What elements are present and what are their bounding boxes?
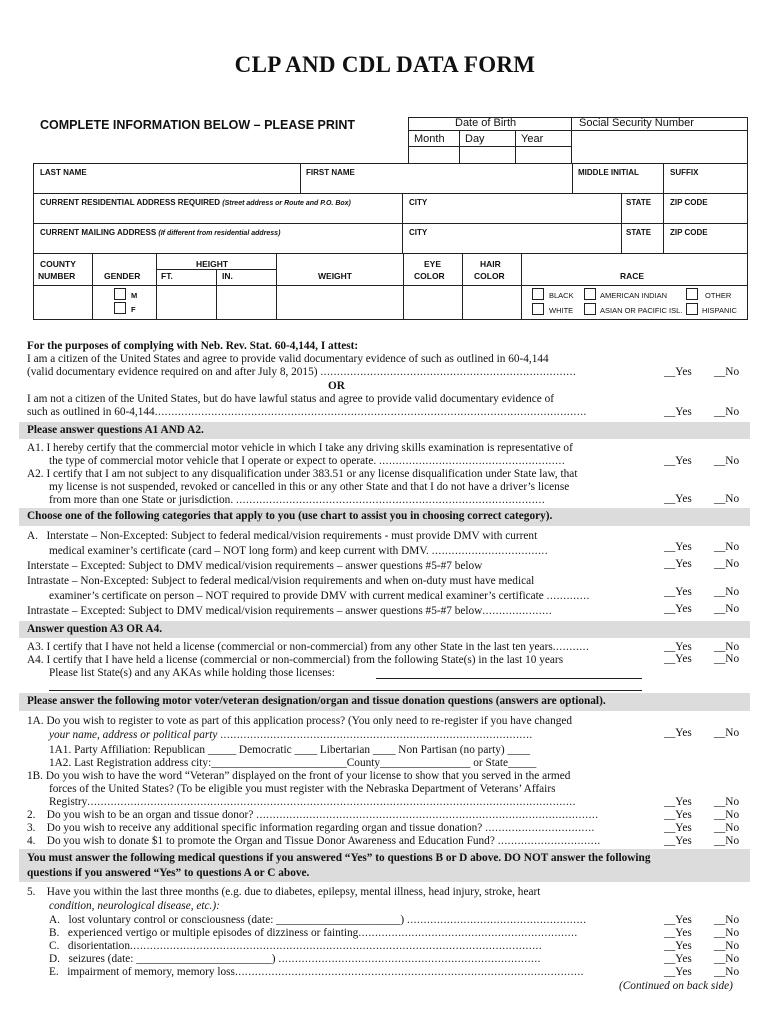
mailing-city-field[interactable] xyxy=(405,238,619,252)
gender-label: GENDER xyxy=(104,271,141,281)
category-c-line2: examiner’s certificate on person – NOT required to provide DMV with current medical examiner’s certificate ............. xyxy=(49,590,590,602)
no-option[interactable]: __No xyxy=(714,914,740,926)
eye-label: EYE xyxy=(424,259,442,269)
noncitizen-statement-line2: such as outlined in 60-4,144.................................................................................................................................. xyxy=(27,406,587,418)
a2-line3: from more than one State or jurisdiction. ............................................................................................. xyxy=(49,494,546,506)
height-ft-label: FT. xyxy=(161,271,173,281)
residential-zip-label: ZIP CODE xyxy=(670,198,708,207)
residential-city-field[interactable] xyxy=(405,208,619,222)
category-c-line1: Intrastate – Non-Excepted: Subject to federal medical/vision requirements and when on-duty must have medical xyxy=(27,575,535,587)
a1-line2: the type of commercial motor vehicle that I operate or expect to operate. ........................................................ xyxy=(49,455,566,467)
q1b-line1: 1B. Do you wish to have the word “Veteran” displayed on the front of your license to show that you served in the armed xyxy=(27,770,571,782)
dob-month-label: Month xyxy=(414,133,445,145)
county-number-field[interactable] xyxy=(36,287,90,317)
q5c: C. disorientation............................................................................................................................ xyxy=(49,940,543,952)
no-option[interactable]: __No xyxy=(714,940,740,952)
no-option[interactable]: __No xyxy=(714,796,740,808)
yes-option[interactable]: __Yes xyxy=(664,455,692,467)
mailing-city-label: CITY xyxy=(409,228,428,237)
eye-color-label: COLOR xyxy=(414,271,445,281)
mailing-zip-field[interactable] xyxy=(666,238,746,252)
residential-address-label: CURRENT RESIDENTIAL ADDRESS REQUIRED (Street address or Route and P.O. Box) xyxy=(40,198,351,207)
height-label: HEIGHT xyxy=(196,259,229,269)
race-white-label: WHITE xyxy=(549,306,574,315)
q2-organ-donor: 2. Do you wish to be an organ and tissue donor? ....................................................................................................... xyxy=(27,809,599,821)
yes-option[interactable]: __Yes xyxy=(664,835,692,847)
attest-heading: For the purposes of complying with Neb. Rev. Stat. 60-4,144, I attest: xyxy=(27,340,359,352)
dob-day-field[interactable] xyxy=(461,148,514,162)
middle-initial-field[interactable] xyxy=(575,178,661,192)
county-label: COUNTY xyxy=(40,259,76,269)
yes-option[interactable]: __Yes xyxy=(664,727,692,739)
residential-state-field[interactable] xyxy=(624,208,662,222)
yes-option[interactable]: __Yes xyxy=(664,586,692,598)
suffix-field[interactable] xyxy=(666,178,746,192)
yes-option[interactable]: __Yes xyxy=(664,796,692,808)
mailing-address-label: CURRENT MAILING ADDRESS (If different from residential address) xyxy=(40,228,281,237)
no-option[interactable]: __No xyxy=(714,455,740,467)
q5a: A. lost voluntary control or consciousness (date: ______________________) ...................................................... xyxy=(49,914,587,926)
no-option[interactable]: __No xyxy=(714,953,740,965)
yes-option[interactable]: __Yes xyxy=(664,603,692,615)
category-a-line1: A. Interstate – Non-Excepted: Subject to federal medical/vision requirements - must provide DMV with current xyxy=(27,530,538,542)
gender-f-label: F xyxy=(131,305,136,314)
height-in-label: IN. xyxy=(222,271,233,281)
q5-line2: condition, neurological disease, etc.): xyxy=(49,900,220,912)
dob-year-label: Year xyxy=(521,133,544,145)
ssn-label: Social Security Number xyxy=(579,117,694,129)
yes-option[interactable]: __Yes xyxy=(664,809,692,821)
yes-option[interactable]: __Yes xyxy=(664,541,692,553)
residential-city-label: CITY xyxy=(409,198,428,207)
eye-color-field[interactable] xyxy=(406,287,460,317)
q5b: B. experienced vertigo or multiple episodes of dizziness or fainting.................................................................. xyxy=(49,927,578,939)
citizen-statement-line2: (valid documentary evidence required on and after July 8, 2015) ............................................................................. xyxy=(27,366,577,378)
citizen-statement-line1: I am a citizen of the United States and agree to provide valid documentary evidence of such as outlined in 60-4,144 xyxy=(27,353,549,365)
a4-line2: Please list State(s) and any AKAs while holding those licenses: xyxy=(49,667,335,679)
mailing-address-field[interactable] xyxy=(36,238,400,252)
no-option[interactable]: __No xyxy=(714,835,740,847)
yes-option[interactable]: __Yes xyxy=(664,966,692,978)
yes-option[interactable]: __Yes xyxy=(664,493,692,505)
attest-or: OR xyxy=(328,380,345,392)
last-name-field[interactable] xyxy=(36,178,298,192)
hair-label: HAIR xyxy=(480,259,501,269)
mailing-state-label: STATE xyxy=(626,228,652,237)
ssn-field[interactable] xyxy=(573,132,746,162)
q1a-line1: 1A. Do you wish to register to vote as part of this application process? (You only need to re-register if you have changed xyxy=(27,715,573,727)
yes-option[interactable]: __Yes xyxy=(664,822,692,834)
a4-line1: A4. I certify that I have held a license (commercial or non-commercial) from the following State(s) in the last 10 years xyxy=(27,654,564,666)
no-option[interactable]: __No xyxy=(714,809,740,821)
race-american-indian-checkbox[interactable] xyxy=(584,288,596,300)
q1a1-party-affiliation: 1A1. Party Affiliation: Republican _____ Democratic ____ Libertarian ____ Non Partisan (no party) ____ xyxy=(49,744,531,756)
yes-option[interactable]: __Yes xyxy=(664,641,692,653)
race-black-checkbox[interactable] xyxy=(532,288,544,300)
residential-zip-field[interactable] xyxy=(666,208,746,222)
dob-day-label: Day xyxy=(465,133,485,145)
first-name-field[interactable] xyxy=(303,178,570,192)
q5-line1: 5. Have you within the last three months (e.g. due to diabetes, epilepsy, mental illness, head injury, stroke, heart xyxy=(27,886,541,898)
first-name-label: FIRST NAME xyxy=(306,168,355,177)
race-asian-label: ASIAN OR PACIFIC ISL. xyxy=(600,306,683,315)
section-voter-header: Please answer the following motor voter/veteran designation/organ and tissue donation questions (answers are optional). xyxy=(19,693,750,711)
form-subheading: COMPLETE INFORMATION BELOW – PLEASE PRINT xyxy=(40,118,356,132)
a4-states-line-2[interactable] xyxy=(49,690,642,691)
yes-option[interactable]: __Yes xyxy=(664,558,692,570)
a2-line2: my license is not suspended, revoked or cancelled in this or any other State and that I do not have a driver’s license xyxy=(49,481,570,493)
yes-option[interactable]: __Yes xyxy=(664,927,692,939)
race-black-label: BLACK xyxy=(549,291,574,300)
category-b: Interstate – Excepted: Subject to DMV medical/vision requirements – answer questions #5-#7 below xyxy=(27,560,483,572)
no-option[interactable]: __No xyxy=(714,927,740,939)
dob-year-field[interactable] xyxy=(517,148,570,162)
middle-initial-label: MIDDLE INITIAL xyxy=(578,168,639,177)
section-medical-header: You must answer the following medical questions if you answered “Yes” to questions B or D above. DO NOT answer the following questions if you answered “Yes” to questions A or C above. xyxy=(19,849,750,882)
race-hispanic-checkbox[interactable] xyxy=(686,303,698,315)
no-option[interactable]: __No xyxy=(714,541,740,553)
category-a-line2: medical examiner’s certificate (card – NOT long form) and keep current with DMV. ................................... xyxy=(49,545,549,557)
gender-m-checkbox[interactable] xyxy=(114,288,126,300)
residential-state-label: STATE xyxy=(626,198,652,207)
height-in-field[interactable] xyxy=(219,287,274,317)
race-other-checkbox[interactable] xyxy=(686,288,698,300)
q1b-line2: forces of the United States? (To be eligible you must register with the Nebraska Department of Veterans’ Affairs xyxy=(49,783,556,795)
no-option[interactable]: __No xyxy=(714,653,740,665)
no-option[interactable]: __No xyxy=(714,727,740,739)
q1b-line3: Registry................................................................................................................................................... xyxy=(49,796,576,808)
race-label: RACE xyxy=(620,271,645,281)
yes-option[interactable]: __Yes xyxy=(664,653,692,665)
yes-option[interactable]: __Yes xyxy=(664,366,692,378)
hair-color-field[interactable] xyxy=(465,287,519,317)
q1a2-last-registration: 1A2. Last Registration address city:________________________County________________ or State_____ xyxy=(49,757,537,769)
mailing-zip-label: ZIP CODE xyxy=(670,228,708,237)
a2-line1: A2. I certify that I am not subject to any disqualification under 383.51 or any license disqualification under State law, that xyxy=(27,468,578,480)
no-option[interactable]: __No xyxy=(714,406,740,418)
yes-option[interactable]: __Yes xyxy=(664,940,692,952)
hair-color-label: COLOR xyxy=(474,271,505,281)
no-option[interactable]: __No xyxy=(714,558,740,570)
gender-m-label: M xyxy=(131,291,138,300)
category-d: Intrastate – Excepted: Subject to DMV medical/vision requirements – answer questions #5-#7 below..................... xyxy=(27,605,553,617)
no-option[interactable]: __No xyxy=(714,366,740,378)
weight-label: WEIGHT xyxy=(318,271,352,281)
q4-donate: 4. Do you wish to donate $1 to promote the Organ and Tissue Donor Awareness and Education Fund? ............................... xyxy=(27,835,601,847)
no-option[interactable]: __No xyxy=(714,493,740,505)
height-ft-field[interactable] xyxy=(159,287,214,317)
a3-statement: A3. I certify that I have not held a license (commercial or non-commercial) from any other State in the last ten years........... xyxy=(27,641,590,653)
dob-month-field[interactable] xyxy=(410,148,458,162)
yes-option[interactable]: __Yes xyxy=(664,953,692,965)
q5e: E. impairment of memory, memory loss......................................................................................................... xyxy=(49,966,584,978)
yes-option[interactable]: __Yes xyxy=(664,406,692,418)
weight-field[interactable] xyxy=(279,287,401,317)
last-name-label: LAST NAME xyxy=(40,168,87,177)
q1a-line2: your name, address or political party .............................................................................................. xyxy=(49,729,533,741)
no-option[interactable]: __No xyxy=(714,603,740,615)
form-title: CLP AND CDL DATA FORM xyxy=(234,52,536,77)
no-option[interactable]: __No xyxy=(714,966,740,978)
suffix-label: SUFFIX xyxy=(670,168,699,177)
continued-note: (Continued on back side) xyxy=(619,980,733,992)
a1-line1: A1. I hereby certify that the commercial motor vehicle in which I take any driving skills examination is representative of xyxy=(27,442,573,454)
gender-f-checkbox[interactable] xyxy=(114,302,126,314)
section-category-header: Choose one of the following categories that apply to you (use chart to assist you in choosing correct category). xyxy=(19,508,750,526)
q3-organ-info: 3. Do you wish to receive any additional specific information regarding organ and tissue donation? ................................. xyxy=(27,822,595,834)
section-a3-a4-header: Answer question A3 OR A4. xyxy=(19,621,750,638)
no-option[interactable]: __No xyxy=(714,586,740,598)
county-number-label: NUMBER xyxy=(38,271,76,281)
no-option[interactable]: __No xyxy=(714,822,740,834)
race-asian-checkbox[interactable] xyxy=(584,303,596,315)
q5d: D. seizures (date: ________________________) ............................................................................... xyxy=(49,953,541,965)
race-american-indian-label: AMERICAN INDIAN xyxy=(600,291,668,300)
section-a1-a2-header: Please answer questions A1 AND A2. xyxy=(19,422,750,439)
dob-label: Date of Birth xyxy=(455,117,517,129)
no-option[interactable]: __No xyxy=(714,641,740,653)
race-white-checkbox[interactable] xyxy=(532,303,544,315)
race-other-label: OTHER xyxy=(705,291,732,300)
mailing-state-field[interactable] xyxy=(624,238,662,252)
noncitizen-statement-line1: I am not a citizen of the United States, but do have lawful status and agree to provide valid documentary evidence of xyxy=(27,393,555,405)
residential-address-field[interactable] xyxy=(36,208,400,222)
yes-option[interactable]: __Yes xyxy=(664,914,692,926)
race-hispanic-label: HISPANIC xyxy=(702,306,737,315)
a4-states-line[interactable] xyxy=(376,678,642,679)
